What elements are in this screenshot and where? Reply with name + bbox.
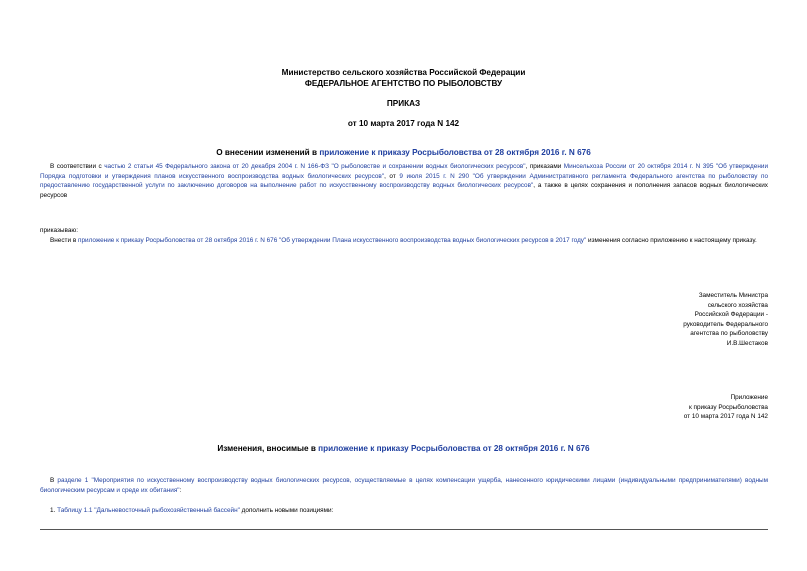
ministry-heading: Министерство сельского хозяйства Российской Федерации xyxy=(281,68,526,77)
item-1-paragraph xyxy=(40,506,768,516)
signature-line: сельского хозяйства xyxy=(707,301,768,309)
doc-title-text: О внесении изменений в xyxy=(216,148,320,157)
signature-line: Заместитель Министра xyxy=(698,292,768,299)
doc-title xyxy=(0,148,807,158)
preamble-text-3: , от xyxy=(384,172,400,180)
section-1-link[interactable]: разделе 1 "Мероприятия по искусственному воспроизводству водных биологических ресурсов, осуществляемые в целях компенсации ущерба, нанесенного юридическими лицами (индивидуальными предпринимателями) водным биологическим ресурсам и среде их обитания" xyxy=(40,477,768,494)
preamble-paragraph xyxy=(40,162,768,200)
order-text-2: изменения согласно приложению к настоящему приказу. xyxy=(586,237,757,244)
bottom-divider xyxy=(40,529,768,530)
appendix-line: от 10 марта 2017 года N 142 xyxy=(683,413,768,421)
section-text-2: : xyxy=(179,486,182,494)
appendix-line: Приложение xyxy=(730,394,768,401)
signature-line: агентства по рыболовству xyxy=(690,330,768,338)
preamble-text-1: В соответствии с xyxy=(50,163,105,170)
signature-line: Российской Федерации - xyxy=(694,311,768,319)
preamble-text-2: , приказами xyxy=(525,163,564,170)
changes-title-text: Изменения, вносимые в xyxy=(217,444,319,453)
signature-line: И.В.Шестаков xyxy=(726,339,768,347)
order-paragraph xyxy=(40,236,768,246)
doc-type-heading: ПРИКАЗ xyxy=(386,99,421,108)
agency-heading: ФЕДЕРАЛЬНОЕ АГЕНТСТВО ПО РЫБОЛОВСТВУ xyxy=(304,79,503,88)
section-paragraph xyxy=(40,476,768,495)
section-text-1: В xyxy=(50,477,58,484)
law-link[interactable]: частью 2 статьи 45 Федерального закона от 20 декабря 2004 г. N 166-ФЗ "О рыболовстве и сохранении водных биологических ресурсов" xyxy=(104,163,526,170)
item-1-text-1: 1. xyxy=(50,507,58,514)
item-1-text-2: дополнить новыми позициями: xyxy=(239,507,334,514)
changes-title xyxy=(0,444,807,454)
doc-title-link[interactable]: приложение к приказу Росрыболовства от 28 октября 2016 г. N 676 xyxy=(319,148,591,157)
order-text-1: Внести в xyxy=(50,237,78,244)
order-676-link[interactable]: приложение к приказу Росрыболовства от 28 октября 2016 г. N 676 "Об утверждении Плана искусственного воспроизводства водных биологических ресурсов в 2017 году" xyxy=(77,237,587,244)
signature-block xyxy=(608,291,768,349)
table-1-1-link[interactable]: Таблицу 1.1 "Дальневосточный рыбохозяйственный бассейн" xyxy=(57,507,240,514)
order-290-link[interactable]: 9 июля 2015 г. N 290 "Об утверждении Административного регламента Федерального агентства по рыболовству по предоставлению государственной услуги по заключению договоров на выполнение работ по искусственному воспроизводству водных биологических ресурсов" xyxy=(40,172,768,190)
doc-date-number: от 10 марта 2017 года N 142 xyxy=(347,119,460,128)
appendix-line: к приказу Росрыболовства xyxy=(688,403,768,411)
changes-title-link[interactable]: приложение к приказу Росрыболовства от 28 октября 2016 г. N 676 xyxy=(318,444,590,453)
appendix-block xyxy=(608,393,768,422)
preamble-text-4: , а также в целях сохранения и пополнения запасов водных биологических ресурсов xyxy=(40,182,768,199)
order-word: приказываю: xyxy=(40,227,78,234)
order-395-link[interactable]: Минсельхоза России от 20 октября 2014 г. N 395 "Об утверждении Порядка подготовки и утверждения планов искусственного воспроизводства водных биологических ресурсов" xyxy=(40,163,769,180)
signature-line: руководитель Федерального xyxy=(683,320,768,328)
